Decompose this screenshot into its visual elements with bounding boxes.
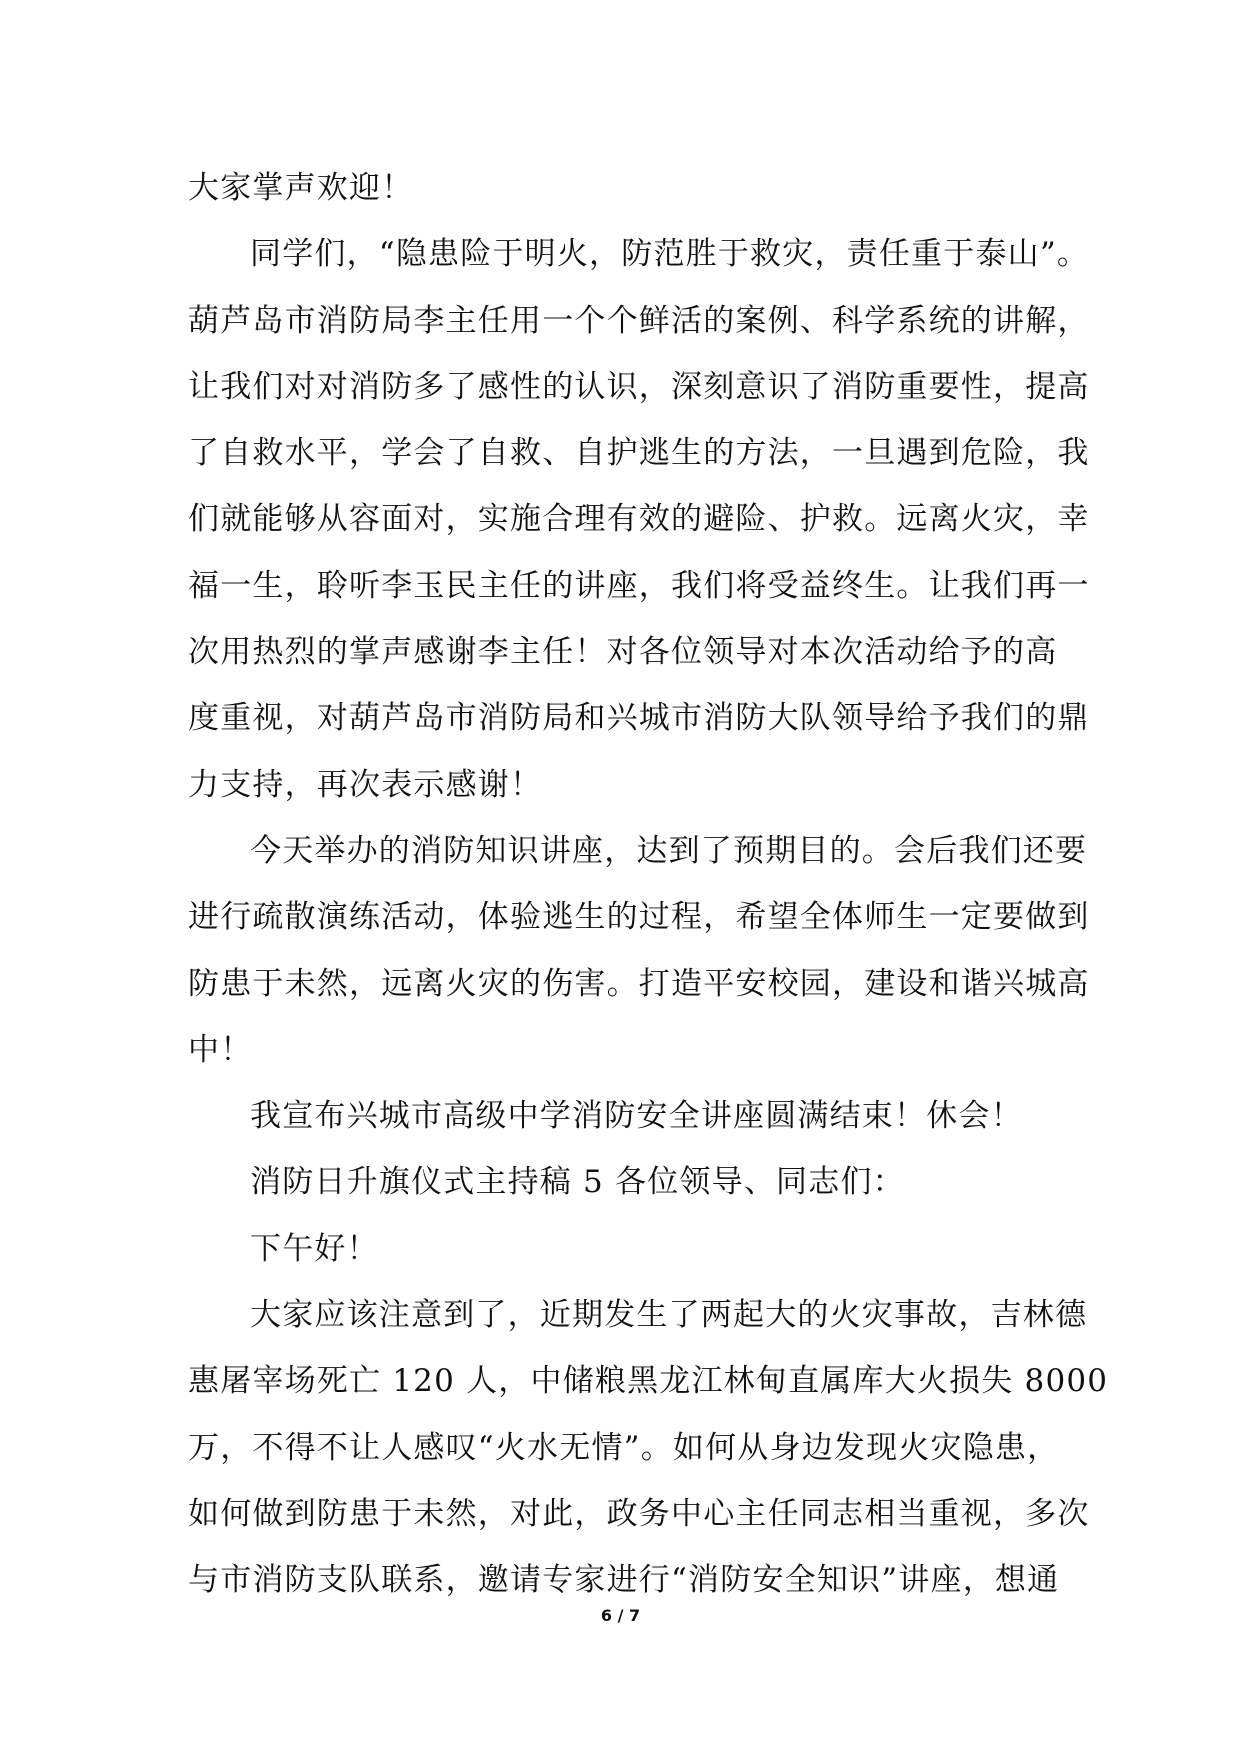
text-line: 福一生，聆听李玉民主任的讲座，我们将受益终生。让我们再一 bbox=[188, 567, 1090, 604]
text-line: 大家应该注意到了，近期发生了两起大的火灾事故，吉林德 bbox=[250, 1297, 1088, 1334]
text-line: 中！ bbox=[188, 1031, 253, 1068]
text-line: 让我们对对消防多了感性的认识，深刻意识了消防重要性，提高 bbox=[188, 368, 1090, 405]
text-line: 大家掌声欢迎！ bbox=[188, 170, 414, 206]
text-line: 了自救水平，学会了自救、自护逃生的方法，一旦遇到危险，我 bbox=[188, 435, 1090, 472]
text-line: 下午好！ bbox=[250, 1230, 379, 1267]
text-line: 我宣布兴城市高级中学消防安全讲座圆满结束！休会！ bbox=[250, 1098, 1023, 1135]
text-line: 同学们，“隐患险于明火，防范胜于救灾，责任重于泰山”。 bbox=[250, 236, 1090, 273]
text-line: 力支持，再次表示感谢！ bbox=[188, 766, 543, 803]
text-line: 惠屠宰场死亡 120 人，中储粮黑龙江林甸直属库大火损失 8000 bbox=[188, 1363, 1109, 1400]
text-line: 防患于未然，远离火灾的伤害。打造平安校园，建设和谐兴城高 bbox=[188, 965, 1090, 1002]
text-line: 万，不得不让人感叹“火水无情”。如何从身边发现火灾隐患， bbox=[188, 1429, 1060, 1466]
body-text bbox=[188, 155, 1109, 1614]
text-line: 消防日升旗仪式主持稿 5 各位领导、同志们： bbox=[250, 1164, 905, 1201]
text-line: 葫芦岛市消防局李主任用一个个鲜活的案例、科学系统的讲解， bbox=[188, 302, 1090, 339]
text-line: 次用热烈的掌声感谢李主任！对各位领导对本次活动给予的高 bbox=[188, 634, 1058, 671]
text-line: 进行疏散演练活动，体验逃生的过程，希望全体师生一定要做到 bbox=[188, 899, 1090, 936]
text-line: 与市消防支队联系，邀请专家进行“消防安全知识”讲座，想通 bbox=[188, 1562, 1060, 1599]
text-line: 如何做到防患于未然，对此，政务中心主任同志相当重视，多次 bbox=[188, 1495, 1090, 1532]
text-line: 们就能够从容面对，实施合理有效的避险、护救。远离火灾，幸 bbox=[188, 501, 1090, 538]
text-line: 度重视，对葫芦岛市消防局和兴城市消防大队领导给予我们的鼎 bbox=[188, 700, 1090, 737]
page-number: 6 / 7 bbox=[600, 1606, 641, 1625]
text-line: 今天举办的消防知识讲座，达到了预期目的。会后我们还要 bbox=[250, 832, 1088, 869]
